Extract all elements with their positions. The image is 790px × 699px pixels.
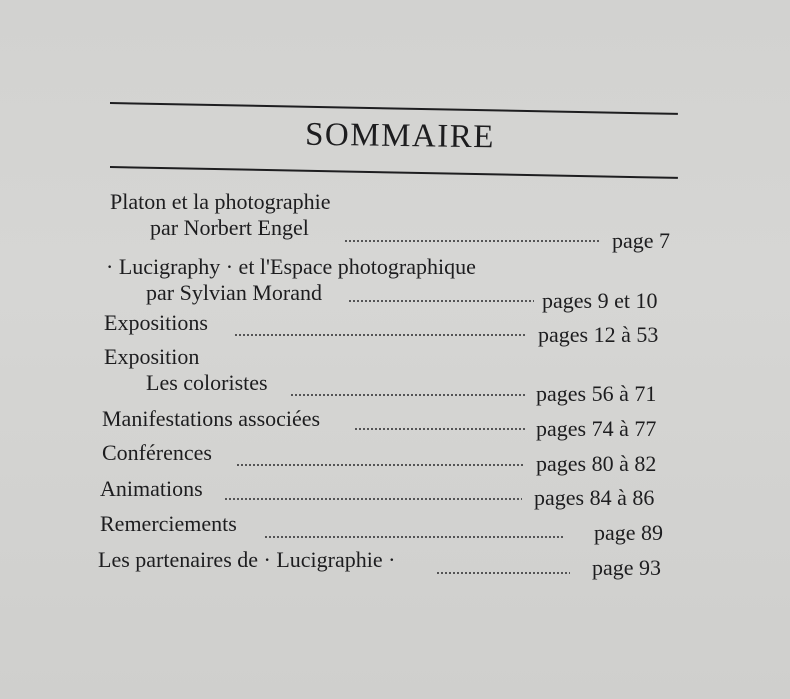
toc-entry-page: pages 74 à 77 xyxy=(536,416,657,441)
page-title: SOMMAIRE xyxy=(304,116,496,156)
toc-entry-author: par Sylvian Morand xyxy=(146,280,322,305)
toc-entry-title: Expositions xyxy=(104,310,208,335)
dot-leader xyxy=(290,394,526,396)
toc-entry-page: page 93 xyxy=(592,555,662,580)
toc-entry-page: pages 56 à 71 xyxy=(536,381,657,406)
toc-entry-author: par Norbert Engel xyxy=(150,215,309,240)
dot-leader xyxy=(436,572,570,574)
toc-entry-title: Manifestations associées xyxy=(102,406,321,431)
dot-leader xyxy=(236,464,524,466)
toc-entry-page: page 7 xyxy=(612,228,671,253)
toc-entry-page: page 89 xyxy=(594,520,664,545)
toc-entry-page: pages 84 à 86 xyxy=(534,485,655,510)
dot-leader xyxy=(234,334,526,336)
dot-leader xyxy=(344,240,600,242)
dot-leader xyxy=(354,428,526,430)
toc-entry-page: pages 12 à 53 xyxy=(538,322,659,347)
toc-entry-title: Conférences xyxy=(102,440,212,465)
dot-leader xyxy=(264,536,564,538)
toc-entry-title: Les partenaires de · Lucigraphie · xyxy=(98,547,396,572)
toc-entry-subtitle: Les coloristes xyxy=(146,370,268,395)
toc-entry-page: pages 9 et 10 xyxy=(542,288,658,313)
toc-entry-title: Platon et la photographie xyxy=(110,189,331,214)
dot-leader xyxy=(224,498,522,500)
dot-leader xyxy=(348,300,534,302)
toc-entry-title: Remerciements xyxy=(100,511,237,536)
toc-entry-page: pages 80 à 82 xyxy=(536,451,657,476)
toc-entry-title: Exposition xyxy=(104,344,200,369)
toc-entry-title: Animations xyxy=(100,476,203,501)
toc-entry-title: · Lucigraphy · et l'Espace photographique xyxy=(106,254,476,279)
